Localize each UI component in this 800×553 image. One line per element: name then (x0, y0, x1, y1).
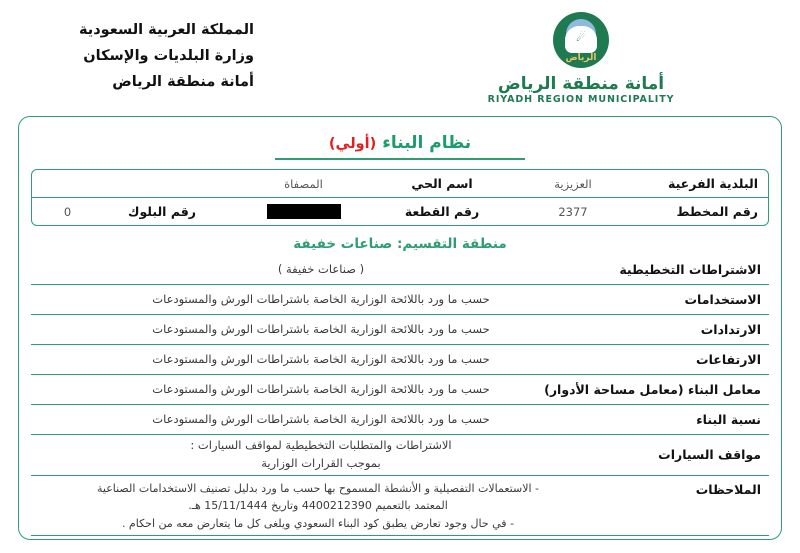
table-row-floor-area-ratio (31, 375, 769, 405)
title-underline (275, 158, 525, 160)
redacted-value-box (267, 204, 341, 219)
table-row-setbacks (31, 315, 769, 345)
preliminary-tag: (أولي) (328, 136, 377, 152)
notes-line-1: - الاستعمالات التفصيلية و الأنشطة المسموح بها حسب ما ورد بدليل تصنيف الاستخدامات الصناعية (96, 481, 540, 495)
table-row-parking (31, 435, 769, 476)
floor-area-ratio-value: حسب ما ورد باللائحة الوزارية الخاصة باشتراطات الورش والمستودعات (152, 381, 490, 396)
district-name-value: المصفاة (284, 176, 323, 191)
uses-value: حسب ما ورد باللائحة الوزارية الخاصة باشتراطات الورش والمستودعات (152, 291, 490, 306)
district-name-label: اسم الحي (411, 176, 473, 191)
heights-value: حسب ما ورد باللائحة الوزارية الخاصة باشتراطات الورش والمستودعات (152, 351, 490, 366)
table-row-uses (31, 285, 769, 315)
municipality-emblem-icon (553, 12, 609, 68)
page-title-text: نظام البناء (382, 133, 472, 153)
table-row-building-ratio (31, 405, 769, 435)
plan-number-label: رقم المخطط (676, 204, 758, 219)
notes-label: الملاحظات (695, 481, 761, 497)
floor-area-ratio-label: معامل البناء (معامل مساحة الأدوار) (544, 382, 761, 397)
parking-line-2: بموجب القرارات الوزارية (261, 455, 381, 470)
ministry-line-ministry: وزارة البلديات والإسكان (83, 47, 254, 64)
page-title (31, 127, 769, 158)
plan-number-value: 2377 (558, 204, 588, 219)
table-row-notes (31, 476, 769, 536)
notes-value (31, 480, 591, 533)
uses-label: الاستخدامات (684, 292, 761, 307)
parking-value (31, 437, 591, 473)
planning-requirements-value: ( صناعات خفيفة ) (277, 261, 365, 276)
sub-municipality-label: البلدية الفرعية (667, 176, 758, 191)
parking-line-1: الاشتراطات والمتطلبات التخطيطية لمواقف السيارات : (190, 438, 452, 452)
ministry-line-kingdom: المملكة العربية السعودية (79, 22, 254, 38)
heights-label: الارتفاعات (696, 352, 761, 367)
parcel-number-label: رقم القطعة (404, 204, 480, 219)
sub-municipality-value: العزيزية (554, 176, 592, 191)
zoning-district-text: منطقة التقسيم: صناعات خفيفة (293, 236, 507, 252)
building-ratio-value: حسب ما ورد باللائحة الوزارية الخاصة باشتراطات الورش والمستودعات (152, 411, 490, 426)
page-header (0, 0, 800, 108)
logo-arabic-name: أمانة منطقة الرياض (497, 74, 665, 94)
parcel-number-value (221, 204, 386, 219)
emblem-palm-icon: ☄ (576, 31, 586, 44)
setbacks-label: الارتدادات (700, 322, 761, 337)
planning-requirements-label: الاشتراطات التخطيطية (619, 262, 761, 277)
logo-english-name: RIYADH REGION MUNICIPALITY (487, 94, 675, 105)
notes-line-2: المعتمد بالتعميم 4400212390 وتاريخ 15/11/1444 هـ. (188, 499, 448, 513)
parking-label: مواقف السيارات (658, 447, 761, 463)
ministry-identity-block (24, 12, 254, 95)
table-row-heights (31, 345, 769, 375)
building-regulation-card (18, 116, 782, 540)
emblem-script-label: الرياض (565, 53, 597, 63)
building-ratio-label: نسبة البناء (696, 412, 761, 427)
table-row-identifiers-header (32, 170, 768, 197)
notes-line-3: - في حال وجود تعارض يطبق كود البناء السعودي ويلغى كل ما يتعارض معه من احكام . (121, 517, 515, 531)
table-row-planning-requirements (31, 255, 769, 285)
block-number-value: 0 (63, 204, 72, 219)
table-row-numbers (32, 197, 768, 225)
setbacks-value: حسب ما ورد باللائحة الوزارية الخاصة باشتراطات الورش والمستودعات (152, 321, 490, 336)
riyadh-municipality-logo (456, 12, 706, 105)
ministry-line-municipality: أمانة منطقة الرياض (112, 73, 254, 90)
parcel-info-table (31, 169, 769, 226)
block-number-label: رقم البلوك (127, 204, 196, 219)
